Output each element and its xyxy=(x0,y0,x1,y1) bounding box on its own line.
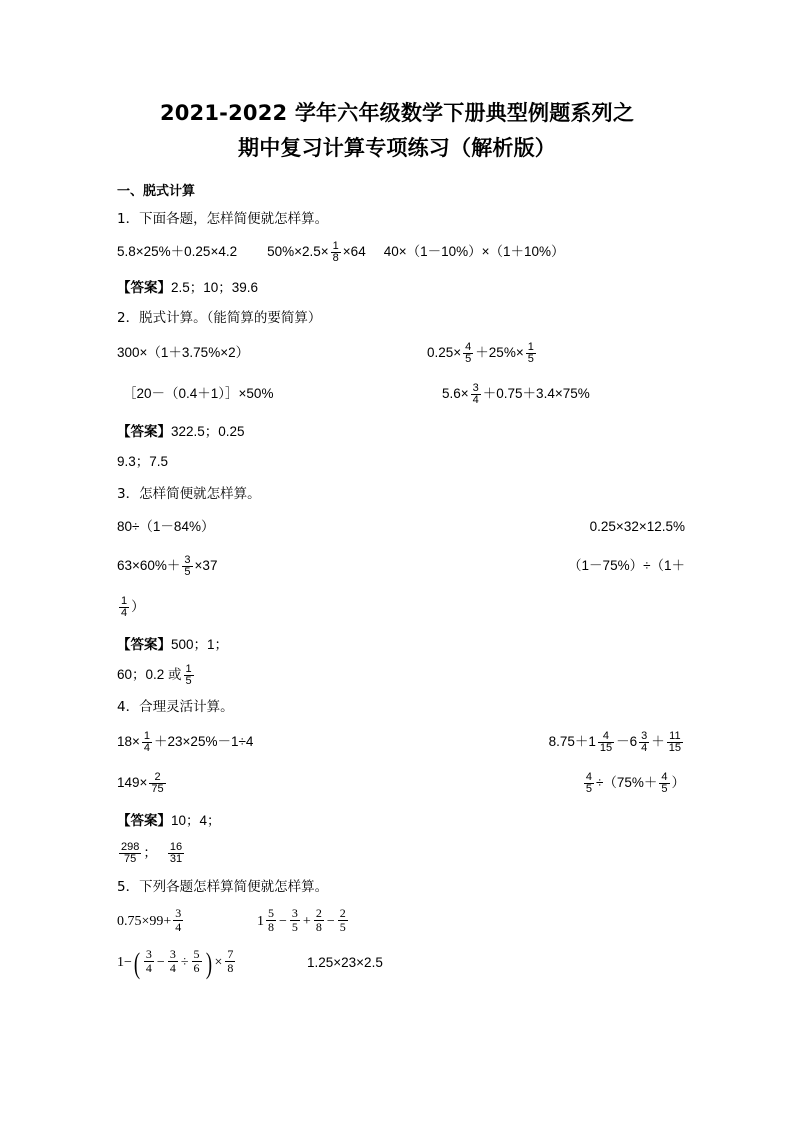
problem-3 xyxy=(117,483,685,690)
problem-3-answer xyxy=(117,632,685,658)
problem-5-expr-4: 1.25×23×2.5 xyxy=(307,955,383,970)
problem-5-prompt: 5．下列各题怎样算简便就怎样算。 xyxy=(117,879,329,895)
problem-2-answer-line-1: 322.5；0.25 xyxy=(171,424,245,439)
problem-5-row-2 xyxy=(117,946,685,980)
fraction: $\frac{5}{8}$ xyxy=(268,906,274,934)
problem-4-answer xyxy=(117,808,685,834)
problem-3-answer-line-2: 60；0.2 或 $\frac{1}{5}$ xyxy=(117,662,192,688)
problem-3-row-1 xyxy=(117,512,685,542)
problem-1-prompt: 1．下面各题，怎样简便就怎样算。 xyxy=(117,211,329,227)
fraction: $\frac{4}{5}$ xyxy=(585,770,592,796)
fraction: $\frac{1}{4}$ xyxy=(143,729,151,755)
fraction: $\frac{2}{75}$ xyxy=(151,770,164,796)
problem-1-answer-value: 2.5；10；39.6 xyxy=(171,280,259,295)
problem-3-answer-line-1: 500；1； xyxy=(171,637,229,652)
problem-3-row-3 xyxy=(117,590,685,624)
fraction: $\frac{5}{6}$ xyxy=(193,947,200,975)
problem-3-expr-2: 0.25×32×12.5% xyxy=(589,519,685,534)
problem-3-row-2 xyxy=(117,549,685,583)
problem-4-row-2 xyxy=(117,766,685,800)
problem-1-expr-c: 40×（1－10%）×（1＋10%） xyxy=(383,244,565,259)
fraction: $\frac{3}{5}$ xyxy=(291,906,298,934)
problem-1-expressions xyxy=(117,237,685,267)
fraction: $\frac{16}{31}$ xyxy=(169,840,183,866)
problem-3-expr-3: 63×60%＋ $\frac{3}{5}$ ×37 xyxy=(117,553,218,579)
problem-2-answer-line-2: 9.3；7.5 xyxy=(117,454,169,469)
problem-4-expr-2: 8.75＋1 $\frac{4}{15}$ －6 $\frac{3}{4}$ ＋ $\frac{11}{15}$ xyxy=(548,729,681,755)
fraction: $\frac{4}{5}$ xyxy=(661,770,668,796)
fraction: $\frac{1}{4}$ xyxy=(121,594,128,620)
problem-5-row-1 xyxy=(117,905,685,939)
fraction: $\frac{1}{5}$ xyxy=(185,662,192,688)
fraction: $\frac{7}{8}$ xyxy=(227,947,234,975)
paren-group: $\frac{3}{4}$ − $\frac{3}{4}$ ÷ $\frac{5}{6}$ xyxy=(145,947,200,975)
title-line-1: 2021-2022 学年六年级数学下册典型例题系列之 xyxy=(159,101,635,125)
fraction: $\frac{3}{5}$ xyxy=(184,553,191,579)
problem-2-row-2 xyxy=(117,377,685,411)
fraction: $\frac{3}{4}$ xyxy=(169,947,176,975)
answer-tag: 【答案】 xyxy=(117,813,171,829)
problem-3-prompt: 3．怎样简便就怎样算。 xyxy=(117,486,261,502)
answer-tag: 【答案】 xyxy=(117,280,171,296)
fraction: $\frac{298}{75}$ xyxy=(121,840,140,866)
problem-1-expr-b: 50%×2.5× $\frac{1}{8}$ ×64 xyxy=(267,239,366,265)
problem-4-answer-line-1: 10；4； xyxy=(171,813,221,828)
problem-4-prompt: 4．合理灵活计算。 xyxy=(117,699,234,715)
problem-4-expr-4: $\frac{4}{5}$ ÷（75%＋ $\frac{4}{5}$ ） xyxy=(585,770,685,796)
section-heading: 一、脱式计算 xyxy=(117,184,196,199)
close-paren: ) xyxy=(205,947,212,981)
fraction: $\frac{11}{15}$ xyxy=(668,729,681,755)
problem-2-prompt: 2．脱式计算。（能简算的要简算） xyxy=(117,310,322,326)
problem-2-expr-4: 5.6× $\frac{3}{4}$ ＋0.75＋3.4×75% xyxy=(442,381,590,407)
answer-tag: 【答案】 xyxy=(117,424,171,440)
fraction: $\frac{3}{4}$ xyxy=(175,906,182,934)
problem-2-row-1 xyxy=(117,336,685,370)
fraction: $\frac{3}{4}$ xyxy=(472,381,479,407)
fraction: $\frac{3}{4}$ xyxy=(145,947,152,975)
problem-5-expr-1: 0.75×99+ $\frac{3}{4}$ xyxy=(117,906,182,934)
problem-5-expr-2: 1 $\frac{5}{8}$ − $\frac{3}{5}$ + $\frac{2}{8}$ − $\frac{2}{5}$ xyxy=(257,906,346,934)
problem-5-expr-3: 1−( $\frac{3}{4}$ − $\frac{3}{4}$ ÷ $\frac{5}{6}$ ) × $\frac{7}{8}$ xyxy=(117,947,234,981)
problem-2-expr-3: ［20－（0.4＋1）］×50% xyxy=(123,386,274,401)
problem-2 xyxy=(117,307,685,477)
problem-1 xyxy=(117,208,685,301)
problem-1-answer xyxy=(117,275,685,301)
problem-3-expr-1: 80÷（1－84%） xyxy=(117,519,215,534)
problem-4 xyxy=(117,696,685,870)
fraction: $\frac{4}{5}$ xyxy=(465,340,472,366)
answer-tag: 【答案】 xyxy=(117,637,171,653)
title-line-2: 期中复习计算专项练习（解析版） xyxy=(238,136,556,160)
problem-2-expr-1: 300×（1＋3.75%×2） xyxy=(117,345,250,360)
problem-3-expr-4-part2: $\frac{1}{4}$ ） xyxy=(121,594,145,620)
problem-5 xyxy=(117,876,685,980)
problem-4-row-1 xyxy=(117,725,685,759)
fraction: $\frac{1}{8}$ xyxy=(332,239,339,265)
open-paren: ( xyxy=(133,947,141,981)
problem-4-expr-3: 149× $\frac{2}{75}$ xyxy=(117,770,164,796)
problem-2-answer xyxy=(117,419,685,445)
problem-1-expr-a: 5.8×25%＋0.25×4.2 xyxy=(117,244,238,259)
problem-4-answer-line-2: $\frac{298}{75}$ ； $\frac{16}{31}$ xyxy=(121,840,183,866)
problem-2-expr-2: 0.25× $\frac{4}{5}$ ＋25%× $\frac{1}{5}$ xyxy=(427,340,534,366)
page-title xyxy=(117,96,677,166)
problem-3-expr-4-part1: （1－75%）÷（1＋ xyxy=(568,558,685,573)
fraction: $\frac{1}{5}$ xyxy=(527,340,534,366)
fraction: $\frac{2}{5}$ xyxy=(339,906,346,934)
fraction: $\frac{2}{8}$ xyxy=(315,906,322,934)
fraction: $\frac{3}{4}$ xyxy=(641,729,648,755)
document-body xyxy=(117,182,685,987)
fraction: $\frac{4}{15}$ xyxy=(599,729,613,755)
problem-4-expr-1: 18× $\frac{1}{4}$ ＋23×25%－1÷4 xyxy=(117,729,254,755)
